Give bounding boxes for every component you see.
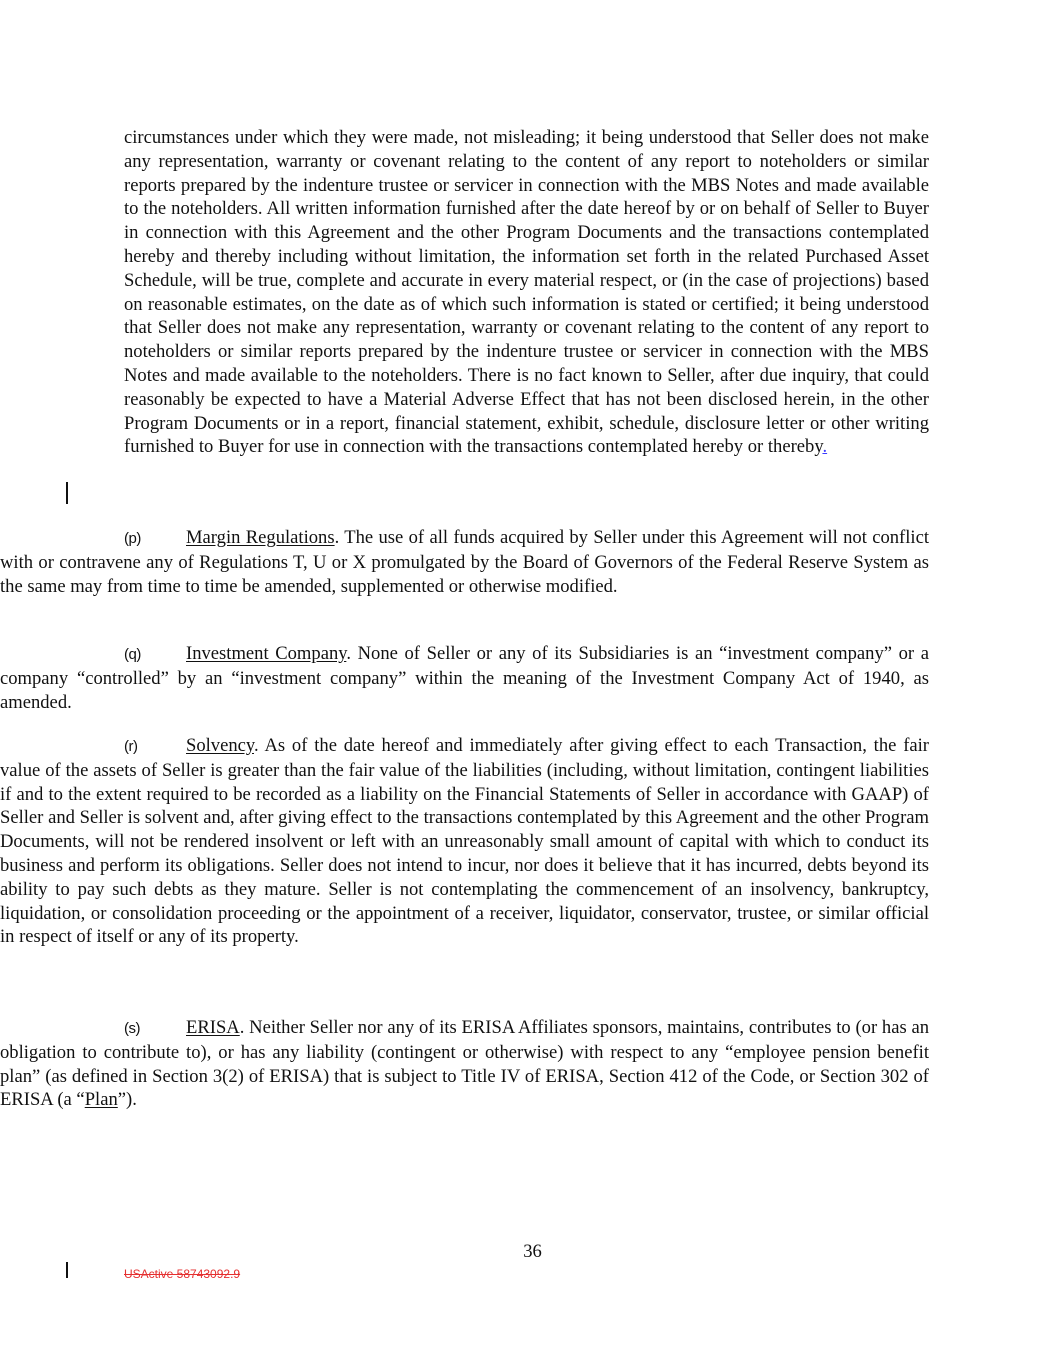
- intro-paragraph: [124, 126, 929, 459]
- section-s-heading: ERISA: [186, 1017, 240, 1038]
- change-bar-footer: [66, 1262, 68, 1278]
- section-r-text: . As of the date hereof and immediately after giving effect to each Transaction, the fair value of the assets of Seller is greater than the fair value of the liabilities (including, without limitation, contingent liabilities if and to the extent required to be recorded as a liability on the Financial Statements of Seller in accordance with GAAP) of Seller and Seller is solvent and, after giving effect to the transactions contemplated by this Agreement and the other Program Documents, will not be rendered insolvent or left with an unreasonably small amount of capital with which to conduct its business and perform its obligations. Seller does not intend to incur, nor does it believe that it has incurred, debts beyond its ability to pay such debts as they mature. Seller is not contemplating the commencement of an insolvency, bankruptcy, liquidation, or consolidation proceeding or the appointment of a receiver, liquidator, conservator, trustee, or similar official in respect of itself or any of its property.: [0, 735, 929, 948]
- intro-end-mark: .: [822, 436, 828, 458]
- section-p-label: (p): [124, 530, 141, 547]
- section-p: [0, 526, 929, 598]
- section-q-text: . None of Seller or any of its Subsidiaries is an “investment company” or a company “controlled” by an “investment company” within the meaning of the Investment Company Act of 1940, as amended.: [0, 643, 929, 713]
- section-s-term: Plan: [84, 1089, 118, 1111]
- section-q: [0, 642, 929, 714]
- section-r-heading: Solvency: [186, 735, 254, 756]
- section-r-label: (r): [124, 738, 138, 755]
- section-s: [0, 1016, 929, 1112]
- change-bar: [66, 482, 68, 504]
- section-p-text: . The use of all funds acquired by Seller under this Agreement will not conflict with or contravene any of Regulations T, U or X promulgated by the Board of Governors of the Federal Reserve System as the same may from time to time be amended, supplemented or otherwise modified.: [0, 527, 929, 597]
- section-s-text: . Neither Seller nor any of its ERISA Affiliates sponsors, maintains, contributes to (or has an obligation to contribute to), or has any liability (contingent or otherwise) with respect to any “employee pension benefit plan” (as defined in Section 3(2) of ERISA) that is subject to Title IV of ERISA, Section 412 of the Code, or Section 302 of ERISA (a “: [0, 1017, 929, 1111]
- section-s-label: (s): [124, 1020, 140, 1037]
- section-p-heading: Margin Regulations: [186, 527, 335, 548]
- section-q-heading: Investment Company: [186, 643, 347, 664]
- page-number: 36: [523, 1241, 542, 1262]
- intro-text: circumstances under which they were made, not misleading; it being understood that Seller does not make any representation, warranty or covenant relating to the content of any report to noteholders or similar reports prepared by the indenture trustee or servicer in connection with the MBS Notes and made available to the noteholders. All written information furnished after the date hereof by or on behalf of Seller to Buyer in connection with this Agreement and the other Program Documents and the transactions contemplated hereby and thereby including without limitation, the information set forth in the related Purchased Asset Schedule, will be true, complete and accurate in every material respect, or (in the case of projections) based on reasonable estimates, on the date as of which such information is stated or certified; it being understood that Seller does not make any representation, warranty or covenant relating to the content of any report to noteholders or similar reports prepared by the indenture trustee or servicer in connection with the MBS Notes and made available to the noteholders. There is no fact known to Seller, after due inquiry, that could reasonably be expected to have a Material Adverse Effect that has not been disclosed herein, in the other Program Documents or in a report, financial statement, exhibit, schedule, disclosure letter or other writing furnished to Buyer for use in connection with the transactions contemplated hereby or thereby: [124, 127, 929, 458]
- footer-doc-id: USActive 58743092.9: [124, 1267, 241, 1281]
- section-q-label: (q): [124, 646, 141, 663]
- section-s-tail: ”).: [117, 1089, 137, 1111]
- section-r: [0, 734, 929, 949]
